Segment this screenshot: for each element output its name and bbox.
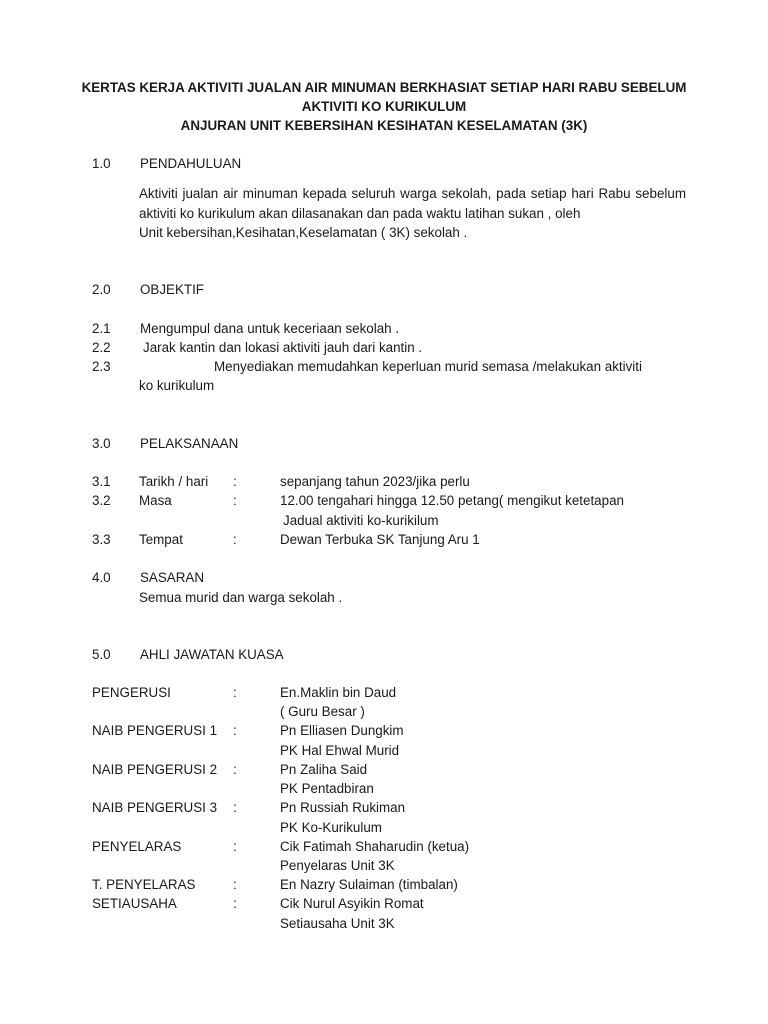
implementation-value: Dewan Terbuka SK Tanjung Aru 1 [280, 532, 480, 547]
section-2-number: 2.0 [92, 282, 111, 297]
objective-text-continued: ko kurikulum [139, 378, 215, 393]
section-3-heading: PELAKSANAAN [140, 436, 239, 451]
committee-role: T. PENYELARAS [92, 877, 196, 892]
paragraph-line: sebelum aktiviti ko kurikulum akan dilasanakan dan pada waktu latihan sukan , oleh [139, 186, 686, 221]
implementation-label: Tarikh / hari [139, 474, 209, 489]
implementation-number: 3.1 [92, 474, 111, 489]
colon: : [233, 493, 237, 508]
committee-role: PENYELARAS [92, 839, 182, 854]
title-line-2: AKTIVITI KO KURIKULUM [301, 99, 467, 114]
section-5-number: 5.0 [92, 647, 111, 662]
colon: : [233, 762, 237, 777]
title-line-1: KERTAS KERJA AKTIVITI JUALAN AIR MINUMAN BERKHASIAT SETIAP HARI RABU SEBELUM [81, 80, 687, 95]
objective-text: Menyediakan memudahkan keperluan murid semasa /melakukan aktiviti [214, 359, 642, 374]
committee-member-name: Pn Elliasen Dungkim [280, 723, 404, 738]
implementation-value: 12.00 tengahari hingga 12.50 petang( mengikut ketetapan [280, 493, 624, 508]
objective-number: 2.2 [92, 340, 111, 355]
colon: : [233, 896, 237, 911]
objective-number: 2.1 [92, 321, 111, 336]
objective-text: Mengumpul dana untuk keceriaan sekolah . [140, 321, 400, 336]
committee-role: PENGERUSI [92, 685, 171, 700]
colon: : [233, 685, 237, 700]
objective-text: Jarak kantin dan lokasi aktiviti jauh dari kantin . [143, 340, 423, 355]
committee-member-name: Pn Zaliha Said [280, 762, 368, 777]
committee-member-title: ( Guru Besar ) [280, 704, 365, 719]
paragraph-line: Aktiviti jualan air minuman kepada seluruh warga sekolah, pada setiap hari Rabu [139, 186, 631, 201]
committee-role: NAIB PENGERUSI 3 [92, 800, 218, 815]
section-1-paragraph [139, 184, 686, 243]
title-line-3: ANJURAN UNIT KEBERSIHAN KESIHATAN KESELAMATAN (3K) [180, 118, 588, 133]
colon: : [233, 839, 237, 854]
committee-role: NAIB PENGERUSI 1 [92, 723, 218, 738]
implementation-value-continued: Jadual aktiviti ko-kurikilum [283, 513, 439, 528]
committee-member-title: Setiausaha Unit 3K [280, 916, 395, 931]
paragraph-line: Unit kebersihan,Kesihatan,Keselamatan ( 3K) sekolah . [139, 225, 468, 240]
implementation-value: sepanjang tahun 2023/jika perlu [280, 474, 470, 489]
committee-member-title: Penyelaras Unit 3K [280, 858, 395, 873]
committee-member-title: PK Ko-Kurikulum [280, 820, 382, 835]
target-text: Semua murid dan warga sekolah . [139, 590, 343, 605]
implementation-number: 3.2 [92, 493, 111, 508]
committee-member-name: En.Maklin bin Daud [280, 685, 397, 700]
committee-role: NAIB PENGERUSI 2 [92, 762, 218, 777]
committee-member-name: Cik Fatimah Shaharudin (ketua) [280, 839, 470, 854]
colon: : [233, 723, 237, 738]
committee-member-name: Cik Nurul Asyikin Romat [280, 896, 424, 911]
section-1-number: 1.0 [92, 156, 111, 171]
colon: : [233, 800, 237, 815]
section-3-number: 3.0 [92, 436, 111, 451]
implementation-label: Masa [139, 493, 172, 508]
implementation-label: Tempat [139, 532, 183, 547]
section-1-heading: PENDAHULUAN [140, 156, 242, 171]
committee-member-name: En Nazry Sulaiman (timbalan) [280, 877, 458, 892]
objective-number: 2.3 [92, 359, 111, 374]
colon: : [233, 474, 237, 489]
committee-member-title: PK Pentadbiran [280, 781, 374, 796]
colon: : [233, 877, 237, 892]
colon: : [233, 532, 237, 547]
section-5-heading: AHLI JAWATAN KUASA [140, 647, 284, 662]
section-4-number: 4.0 [92, 570, 111, 585]
document-title [60, 78, 708, 135]
section-2-heading: OBJEKTIF [140, 282, 204, 297]
committee-member-name: Pn Russiah Rukiman [280, 800, 406, 815]
implementation-number: 3.3 [92, 532, 111, 547]
committee-role: SETIAUSAHA [92, 896, 177, 911]
section-4-heading: SASARAN [140, 570, 204, 585]
committee-member-title: PK Hal Ehwal Murid [280, 743, 400, 758]
